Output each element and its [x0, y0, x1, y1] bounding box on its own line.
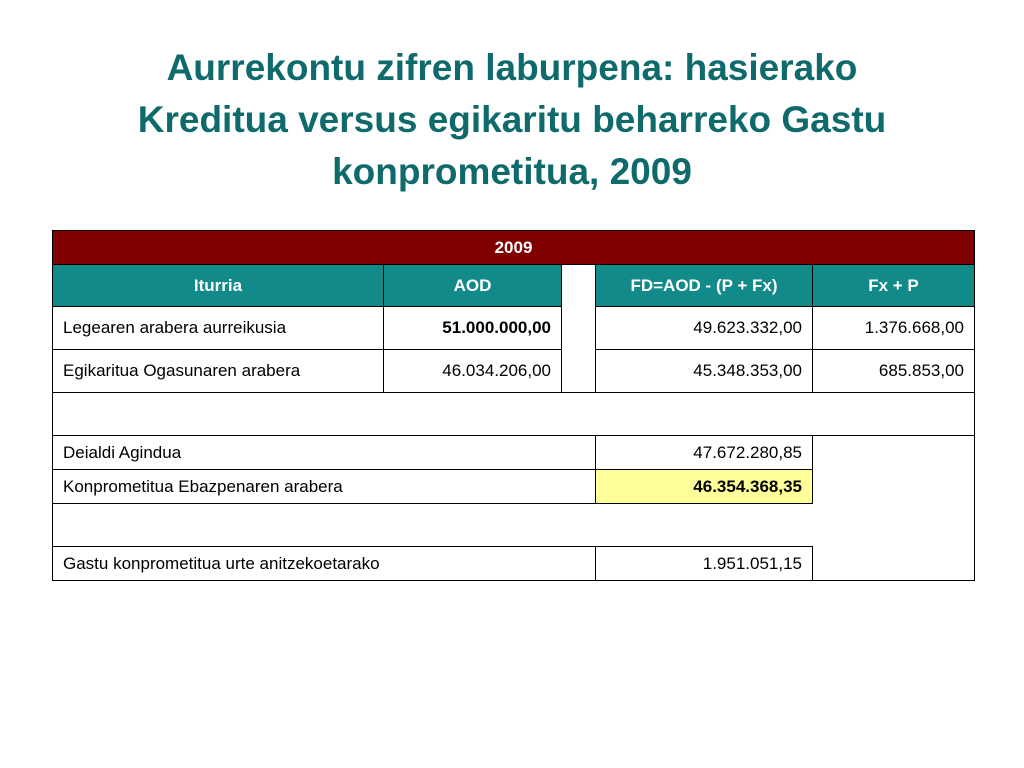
column-header-fx-p: Fx + P — [813, 265, 975, 307]
row-label: Deialdi Agindua — [53, 436, 596, 470]
title-line-2: Kreditua versus egikaritu beharreko Gastu — [137, 99, 887, 140]
year-header-cell: 2009 — [53, 231, 975, 265]
spacer-row — [53, 504, 975, 547]
fd-value: 45.348.353,00 — [596, 350, 813, 393]
column-gap — [562, 350, 596, 393]
budget-summary-table — [52, 230, 975, 581]
column-header-fd: FD=AOD - (P + Fx) — [596, 265, 813, 307]
highlighted-value: 46.354.368,35 — [596, 470, 813, 504]
slide-title — [40, 42, 984, 198]
fd-value: 49.623.332,00 — [596, 307, 813, 350]
spacer-row — [53, 393, 975, 436]
aod-value: 46.034.206,00 — [384, 350, 562, 393]
table-row — [53, 547, 975, 581]
column-gap — [562, 265, 596, 307]
blank-cell — [813, 504, 975, 547]
title-line-1: Aurrekontu zifren laburpena: hasierako — [166, 47, 858, 88]
row-value: 47.672.280,85 — [596, 436, 813, 470]
spacer-cell — [53, 393, 975, 436]
title-line-3: konprometitua, 2009 — [332, 151, 692, 192]
table-row — [53, 436, 975, 470]
table-row — [53, 350, 975, 393]
table-row — [53, 307, 975, 350]
row-label: Egikaritua Ogasunaren arabera — [53, 350, 384, 393]
fx-p-value: 1.376.668,00 — [813, 307, 975, 350]
column-header-aod: AOD — [384, 265, 562, 307]
column-header-iturria: Iturria — [53, 265, 384, 307]
row-value: 1.951.051,15 — [596, 547, 813, 581]
blank-cell — [813, 547, 975, 581]
spacer-cell — [53, 504, 813, 547]
row-label: Gastu konprometitua urte anitzekoetarako — [53, 547, 596, 581]
blank-cell — [813, 436, 975, 504]
year-header-row — [53, 231, 975, 265]
column-gap — [562, 307, 596, 350]
column-header-row — [53, 265, 975, 307]
row-label: Konprometitua Ebazpenaren arabera — [53, 470, 596, 504]
row-label: Legearen arabera aurreikusia — [53, 307, 384, 350]
fx-p-value: 685.853,00 — [813, 350, 975, 393]
aod-value: 51.000.000,00 — [384, 307, 562, 350]
